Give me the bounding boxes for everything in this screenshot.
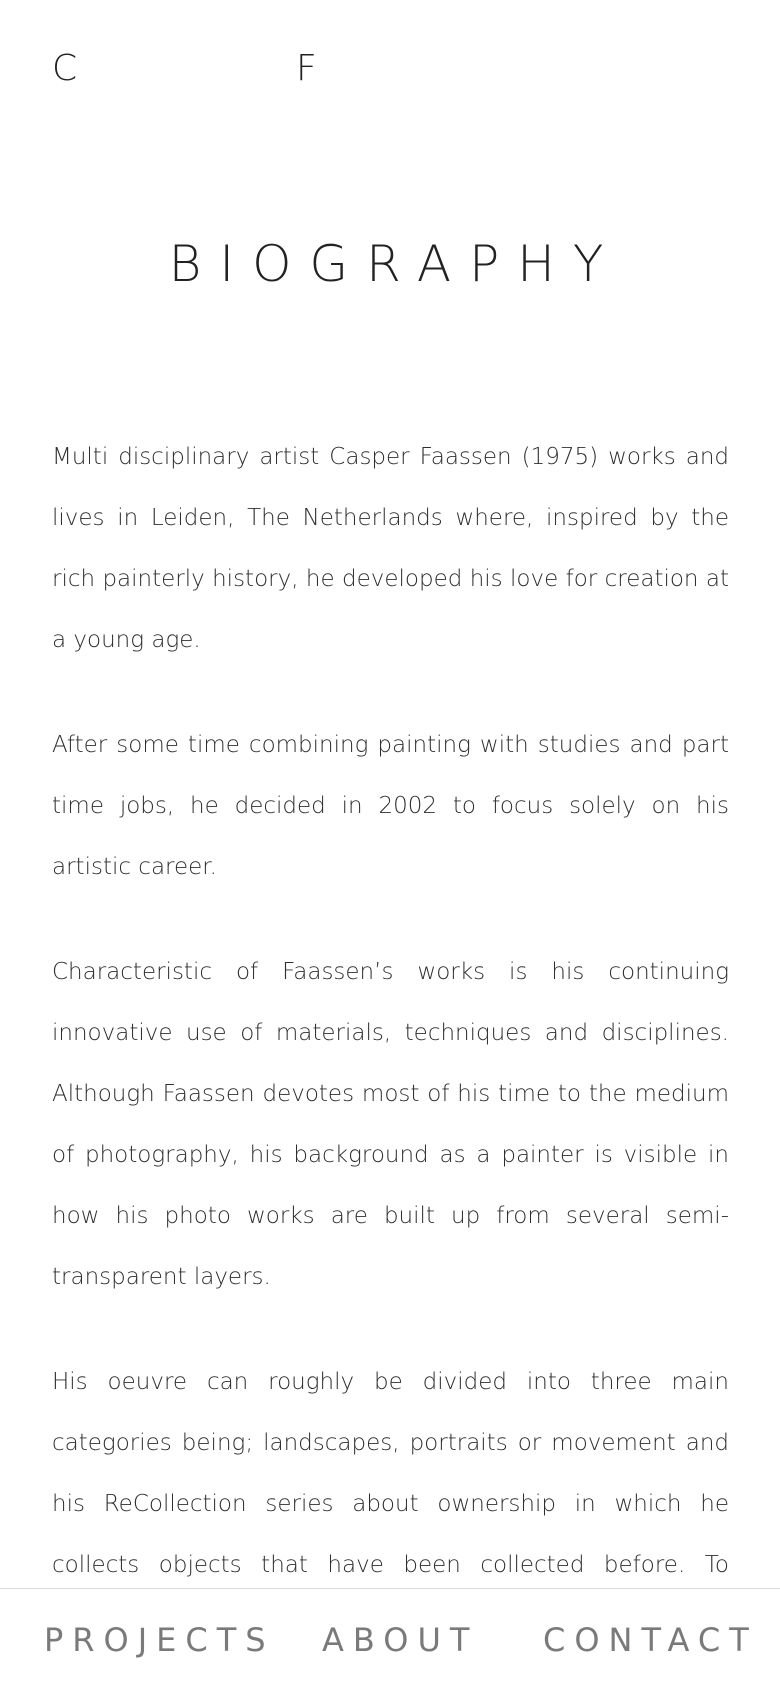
- site-logo[interactable]: [52, 48, 332, 96]
- logo-letter-f: F: [296, 48, 317, 89]
- page-title: BIOGRAPHY: [168, 235, 622, 293]
- nav-projects-link[interactable]: PROJECTS: [44, 1621, 275, 1659]
- nav-about-link[interactable]: ABOUT: [322, 1621, 479, 1659]
- logo-letter-c: C: [52, 48, 78, 89]
- biography-text: [52, 427, 729, 1587]
- bottom-nav: [0, 1588, 780, 1688]
- nav-contact-link[interactable]: CONTACT: [543, 1621, 758, 1659]
- bio-paragraph: After some time combining painting with studies and part time jobs, he decided in 2002 to focus solely on his artistic career.: [52, 732, 729, 880]
- bio-paragraph: Multi disciplinary artist Casper Faassen (1975) works and lives in Leiden, The Netherlands where, inspired by the rich painterly history, he developed his love for creation at a young age.: [52, 444, 729, 653]
- bio-paragraph: Characteristic of Faassen’s works is his continuing innovative use of materials, techniques and disciplines. Although Faassen devotes most of his time to the medium of photography, his background as a painter is visible in how his photo works are built up from several semi-transparent layers.: [52, 959, 729, 1290]
- bio-paragraph: His oeuvre can roughly be divided into three main categories being; landscapes, portraits or movement and his ReCollection series about ownership in which he collects objects that have been collected before. To: [52, 1369, 729, 1578]
